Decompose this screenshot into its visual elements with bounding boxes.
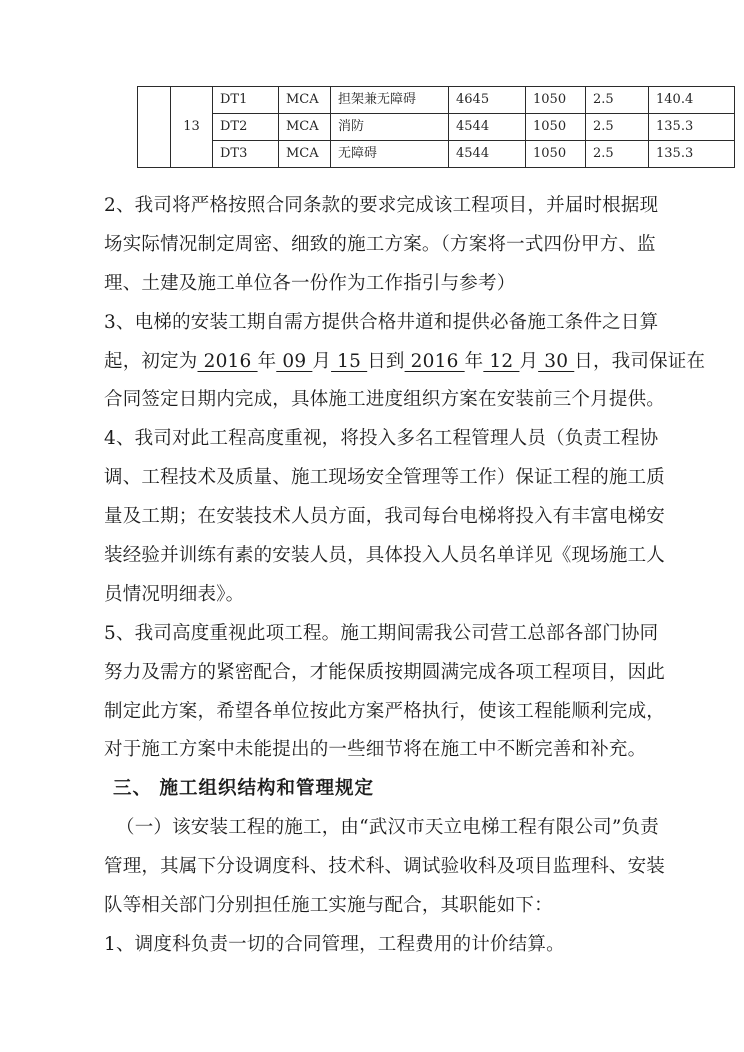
- paragraph-5-line-1: 5、我司高度重视此项工程。施工期间需我公司营工总部各部门协同: [104, 622, 659, 644]
- item-1: 1、调度科负责一切的合同管理，工程费用的计价结算。: [104, 933, 565, 955]
- paragraph-2-line-2: 场实际情况制定周密、细致的施工方案。（方案将一式四份甲方、监: [104, 233, 656, 255]
- table-cell: MCA: [279, 141, 331, 168]
- date-text: 日，我司保证在: [574, 350, 706, 372]
- date-end-day: 30: [538, 350, 575, 372]
- date-start-year: 2016: [197, 350, 258, 372]
- paragraph-2-line-3: 理、土建及施工单位各一份作为工作指引与参考）: [104, 272, 516, 294]
- table-cell: DT2: [213, 114, 279, 141]
- paragraph-2-line-1: 2、我司将严格按照合同条款的要求完成该工程项目，并届时根据现: [104, 195, 659, 216]
- elevator-spec-table: [137, 86, 735, 168]
- date-text: 月: [519, 350, 539, 372]
- table-cell-group: 13: [171, 87, 213, 168]
- section-1-line-1: （一）该安装工程的施工，由“武汉市天立电梯工程有限公司”负责: [116, 817, 659, 839]
- date-text: 年: [257, 350, 277, 372]
- table-cell: DT1: [213, 87, 279, 114]
- paragraph-5-line-2: 努力及需方的紧密配合，才能保质按期圆满完成各项工程项目，因此: [104, 661, 666, 683]
- table-cell-blank: [138, 87, 171, 168]
- date-text: 年: [464, 350, 484, 372]
- table-cell: 2.5: [586, 114, 649, 141]
- table-cell: 135.3: [649, 114, 735, 141]
- paragraph-4-line-4: 装经验并训练有素的安装人员，具体投入人员名单详见《现场施工人: [104, 545, 666, 567]
- paragraph-4-line-3: 量及工期；在安装技术人员方面，我司每台电梯将投入有丰富电梯安: [104, 506, 666, 528]
- paragraph-3-line-1: 3、电梯的安装工期自需方提供合格井道和提供必备施工条件之日算: [104, 311, 659, 333]
- table-cell: DT3: [213, 141, 279, 168]
- date-text: 月: [312, 350, 332, 372]
- paragraph-3-line-3: 合同签定日期内完成，具体施工进度组织方案在安装前三个月提供。: [104, 389, 666, 411]
- body-text: [104, 187, 706, 965]
- table-cell: MCA: [279, 87, 331, 114]
- paragraph-4-line-5: 员情况明细表》。: [104, 583, 245, 605]
- section-1-line-3: 队等相关部门分别担任施工实施与配合，其职能如下：: [104, 895, 553, 917]
- table-row: [138, 87, 735, 114]
- table-cell: 1050: [526, 114, 586, 141]
- table-cell: 2.5: [586, 87, 649, 114]
- paragraph-3-date-line: [104, 343, 706, 382]
- paragraph-4-line-1: 4、我司对此工程高度重视，将投入多名工程管理人员（负责工程协: [104, 428, 659, 450]
- paragraph-4-line-2: 调、工程技术及质量、施工现场安全管理等工作）保证工程的施工质: [104, 467, 666, 489]
- paragraph-5-line-4: 对于施工方案中未能提出的一些细节将在施工中不断完善和补充。: [104, 739, 647, 761]
- table-cell: MCA: [279, 114, 331, 141]
- paragraph-5-line-3: 制定此方案，希望各单位按此方案严格执行，使该工程能顺利完成，: [104, 700, 666, 722]
- table-cell: 2.5: [586, 141, 649, 168]
- table-cell: 担架兼无障碍: [331, 87, 449, 114]
- date-end-year: 2016: [404, 350, 465, 372]
- table-cell: 4544: [449, 141, 526, 168]
- table-cell: 1050: [526, 87, 586, 114]
- table-cell: 4544: [449, 114, 526, 141]
- table-cell: 消防: [331, 114, 449, 141]
- section-1-line-2: 管理，其属下分设调度科、技术科、调试验收科及项目监理科、安装: [104, 856, 666, 878]
- date-text: 起，初定为: [104, 350, 198, 372]
- date-text: 日到: [367, 350, 405, 372]
- table-cell: 1050: [526, 141, 586, 168]
- table-cell: 无障碍: [331, 141, 449, 168]
- table-cell: 140.4: [649, 87, 735, 114]
- table-cell: 4645: [449, 87, 526, 114]
- table-cell: 135.3: [649, 141, 735, 168]
- date-start-day: 15: [331, 350, 368, 372]
- section-heading: 三、 施工组织结构和管理规定: [113, 778, 374, 800]
- table-row: [138, 141, 735, 168]
- date-end-month: 12: [483, 350, 520, 372]
- table-row: [138, 114, 735, 141]
- date-start-month: 09: [276, 350, 313, 372]
